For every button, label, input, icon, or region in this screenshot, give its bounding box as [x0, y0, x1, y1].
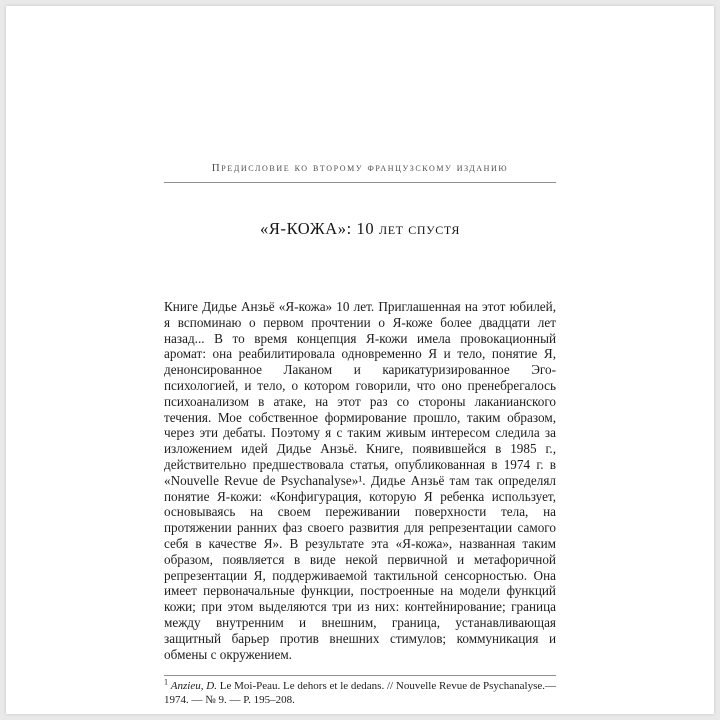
header-rule — [164, 182, 556, 183]
text-column — [164, 6, 556, 707]
footnote-author: Anzieu, D. — [170, 680, 217, 693]
body-paragraph: Книге Дидье Анзьё «Я-кожа» 10 лет. Приглашенная на этот юбилей, я вспоминаю о первом прочтении о Я-коже более двадцати лет назад... В то время концепция Я-кожи имела провокационный аромат: она реабилитировала одновременно Я и тело, понятие Я, денонсированное Лаканом и карикатуризированное Эго-психологией, и тело, о котором говорили, что оно пренебрегалось психоанализом в атаке, на этот раз со стороны лаканианского течения. Мое собственное формирование прошло, таким образом, через эти дебаты. Поэтому я с таким живым интересом следила за изложением идей Дидье Анзьё. Книге, появившейся в 1985 г., действительно предшествовала статья, опубликованная в 1974 г. в «Nouvelle Revue de Psychanalyse»¹. Дидье Анзьё там так определял понятие Я-кожи: «Конфигурация, которую Я ребенка использует, основываясь на своем переживании поверхности тела, на протяжении ранних фаз своего развития для репрезентации самого себя в качестве Я». В результате эта «Я-кожа», названная таким образом, появляется в виде некой первичной и метафоричной репрезентации Я, поддерживаемой тактильной сенсорностью. Она имеет первоначальные функции, построенные на модели функций кожи; при этом выделяются три из них: контейнирование; граница между внутренним и внешним, граница, устанавливающая защитный барьер против внешних стимулов; коммуникация и обмены с окружением. — [164, 299, 556, 662]
running-header: Предисловие ко второму французскому изданию — [211, 162, 509, 174]
footnote-text: Le Moi-Peau. Le dehors et le dedans. // Nouvelle Revue de Psychanalyse.— 1974. — № 9. — P. 195–208. — [164, 680, 557, 706]
chapter-title: «Я-КОЖА»: 10 лет спустя — [260, 219, 460, 238]
footnote-marker: 1 — [164, 677, 168, 687]
footnote-rule — [164, 675, 556, 676]
book-page — [6, 6, 714, 714]
footnote — [164, 677, 557, 707]
